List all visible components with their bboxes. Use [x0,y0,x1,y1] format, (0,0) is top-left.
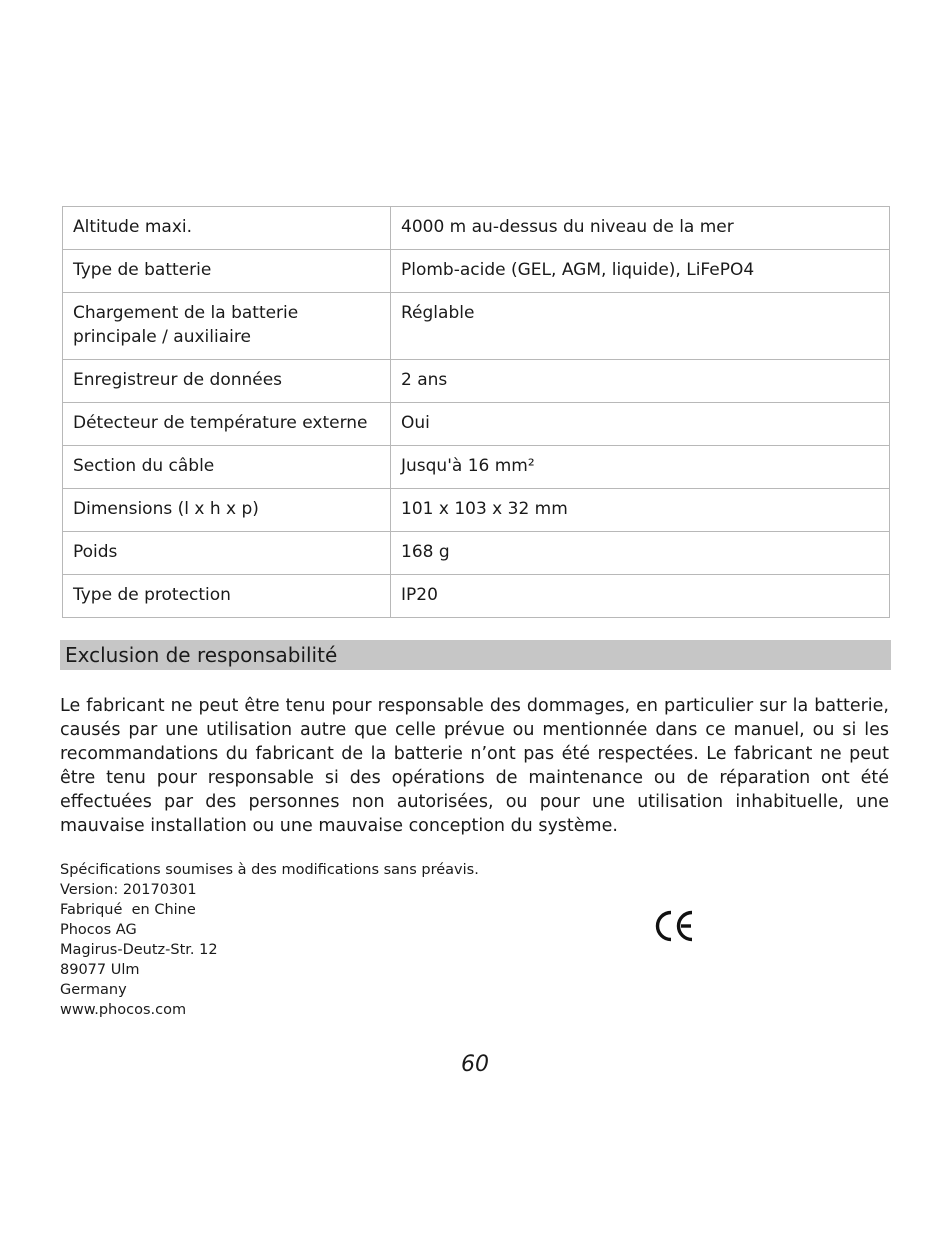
footer-line: Germany [60,982,127,998]
footer-line: Phocos AG [60,922,137,938]
spec-value: Réglable [391,293,890,360]
footer-line: Fabriqué en Chine [60,902,196,918]
table-row [63,575,890,618]
spec-value: IP20 [391,575,890,618]
footer-line: Spécifications soumises à des modifications sans préavis. [60,862,479,878]
footer-line: Version: 20170301 [60,882,197,898]
spec-value: 4000 m au-dessus du niveau de la mer [391,207,890,250]
table-row [63,360,890,403]
specifications-table [62,206,890,618]
spec-value: 101 x 103 x 32 mm [391,489,890,532]
footer-line: Magirus-Deutz-Str. 12 [60,942,218,958]
footer-line: 89077 Ulm [60,962,140,978]
spec-value: Plomb-acide (GEL, AGM, liquide), LiFePO4 [391,250,890,293]
spec-value: 168 g [391,532,890,575]
table-row [63,403,890,446]
spec-value: 2 ans [391,360,890,403]
spec-label: Altitude maxi. [63,207,391,250]
disclaimer-paragraph: Le fabricant ne peut être tenu pour responsable des dommages, en particulier sur la batterie, causés par une utilisation autre que celle prévue ou mentionnée dans ce manuel, ou si les recommandations du fabricant de la batterie n’ont pas été respectées. Le fabricant ne peut être tenu pour responsable si des opérations de maintenance ou de réparation ont été effectuées par des personnes non autorisées, ou pour une utilisation inhabituelle, une mauvaise installation ou une mauvaise conception du système. [60,696,889,836]
spec-value: Oui [391,403,890,446]
spec-label: Dimensions (l x h x p) [63,489,391,532]
table-row [63,489,890,532]
footer-link: www.phocos.com [60,1002,187,1018]
table-row [63,207,890,250]
spec-label: Type de protection [63,575,391,618]
spec-label: Détecteur de température externe [63,403,391,446]
section-heading: Exclusion de responsabilité [60,640,891,670]
spec-label: Type de batterie [63,250,391,293]
footer-info [60,860,479,1020]
spec-value: Jusqu'à 16 mm² [391,446,890,489]
table-row [63,250,890,293]
spec-label: Enregistreur de données [63,360,391,403]
table-row [63,446,890,489]
spec-label: Chargement de la batterie principale / auxiliaire [63,293,391,360]
table-row [63,293,890,360]
page-number: 60 [461,1052,489,1077]
table-row [63,532,890,575]
spec-label: Poids [63,532,391,575]
spec-label: Section du câble [63,446,391,489]
ce-mark-icon [654,909,696,943]
